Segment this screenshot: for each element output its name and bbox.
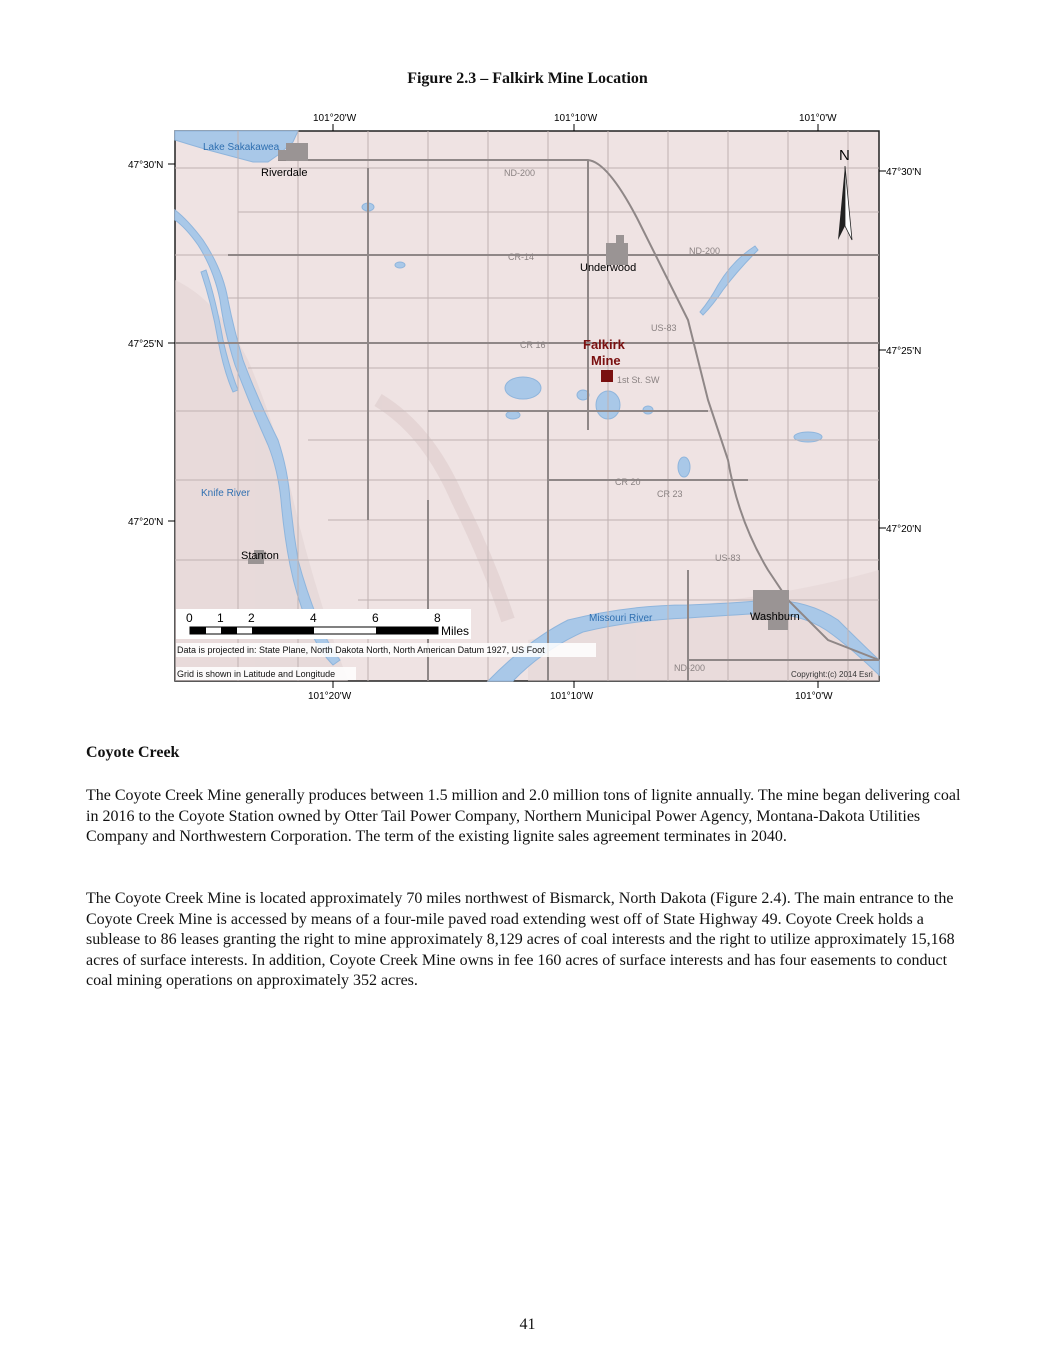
figure-title: Figure 2.3 – Falkirk Mine Location <box>407 70 648 87</box>
missouri-river-label: Missouri River <box>589 613 653 624</box>
scale-tick-8: 8 <box>434 611 441 625</box>
scale-tick-6: 6 <box>372 611 379 625</box>
right-lat-label-3: 47°20'N <box>886 524 922 535</box>
scale-tick-4: 4 <box>310 611 317 625</box>
riverdale-area <box>286 143 308 161</box>
bottom-lon-label-1: 101°20'W <box>308 691 352 702</box>
paragraph-2: The Coyote Creek Mine is located approximately 70 miles northwest of Bismarck, North Dakota (Figure 2.4). The main entrance to the Coyote Creek Mine is accessed by means of a four-mile paved road extending west off of State Highway 49. Coyote Creek holds a sublease to 86 leases granting the right to mine approximately 8,129 acres of coal interests and the right to utilize approximately 15,168 acres of surface interests. In addition, Coyote Creek Mine owns in fee 160 acres of surface interests and has four easements to conduct coal mining operations on approximately 352 acres. <box>86 890 955 989</box>
right-lat-label-2: 47°25'N <box>886 346 922 357</box>
bottom-lon-label-2: 101°10'W <box>550 691 594 702</box>
road-label-nd200-top: ND-200 <box>504 168 536 178</box>
road-label-first-st: 1st St. SW <box>617 375 660 385</box>
grid-note: Grid is shown in Latitude and Longitude <box>177 669 336 679</box>
mine-label-line2: Mine <box>591 353 621 368</box>
riverdale-label: Riverdale <box>261 167 308 179</box>
copyright-note: Copyright:(c) 2014 Esri <box>791 670 873 679</box>
road-label-cr23: CR 23 <box>657 489 683 499</box>
left-lat-label-2: 47°25'N <box>128 339 164 350</box>
paragraph-1: The Coyote Creek Mine generally produces between 1.5 million and 2.0 million tons of lignite annually. The mine began delivering coal in 2016 to the Coyote Station owned by Otter Tail Power Company, Northern Municipal Power Agency, Montana-Dakota Utilities Company and Northwestern Corporation. The term of the existing lignite sales agreement terminates in 2040. <box>86 787 961 845</box>
underwood-label: Underwood <box>580 262 637 274</box>
top-lon-label-2: 101°10'W <box>554 113 598 124</box>
left-lat-label-3: 47°20'N <box>128 517 164 528</box>
road-label-us83-mid: US-83 <box>651 323 677 333</box>
section-heading: Coyote Creek <box>86 744 180 761</box>
stanton-label: Stanton <box>241 550 279 562</box>
scale-tick-1: 1 <box>217 611 224 625</box>
road-label-nd200-right: ND-200 <box>689 246 721 256</box>
falkirk-mine-marker <box>601 370 613 382</box>
washburn-label: Washburn <box>750 611 800 623</box>
top-lon-label-1: 101°20'W <box>313 113 357 124</box>
projection-note: Data is projected in: State Plane, North Dakota North, North American Datum 1927, US Foot <box>177 645 545 655</box>
left-lat-label-1: 47°30'N <box>128 160 164 171</box>
road-label-nd200-bottom: ND-200 <box>674 663 706 673</box>
page-number: 41 <box>519 1316 536 1333</box>
scale-tick-2: 2 <box>248 611 255 625</box>
road-label-cr14: CR-14 <box>508 252 535 262</box>
road-label-cr16: CR 16 <box>520 340 546 350</box>
scale-bar <box>176 609 471 639</box>
right-lat-label-1: 47°30'N <box>886 167 922 178</box>
scale-tick-0: 0 <box>186 611 193 625</box>
map-canvas <box>128 100 930 715</box>
lake-sakakawea-label: Lake Sakakawea <box>203 142 280 153</box>
top-lon-label-3: 101°0'W <box>799 113 837 124</box>
scale-unit: Miles <box>441 624 470 638</box>
north-arrow-label: N <box>839 147 850 164</box>
road-label-us83-low: US-83 <box>715 553 741 563</box>
knife-river-label: Knife River <box>201 488 250 499</box>
road-label-cr20: CR 20 <box>615 477 641 487</box>
location-map <box>128 100 930 715</box>
mine-label-line1: Falkirk <box>583 337 625 352</box>
bottom-lon-label-3: 101°0'W <box>795 691 833 702</box>
